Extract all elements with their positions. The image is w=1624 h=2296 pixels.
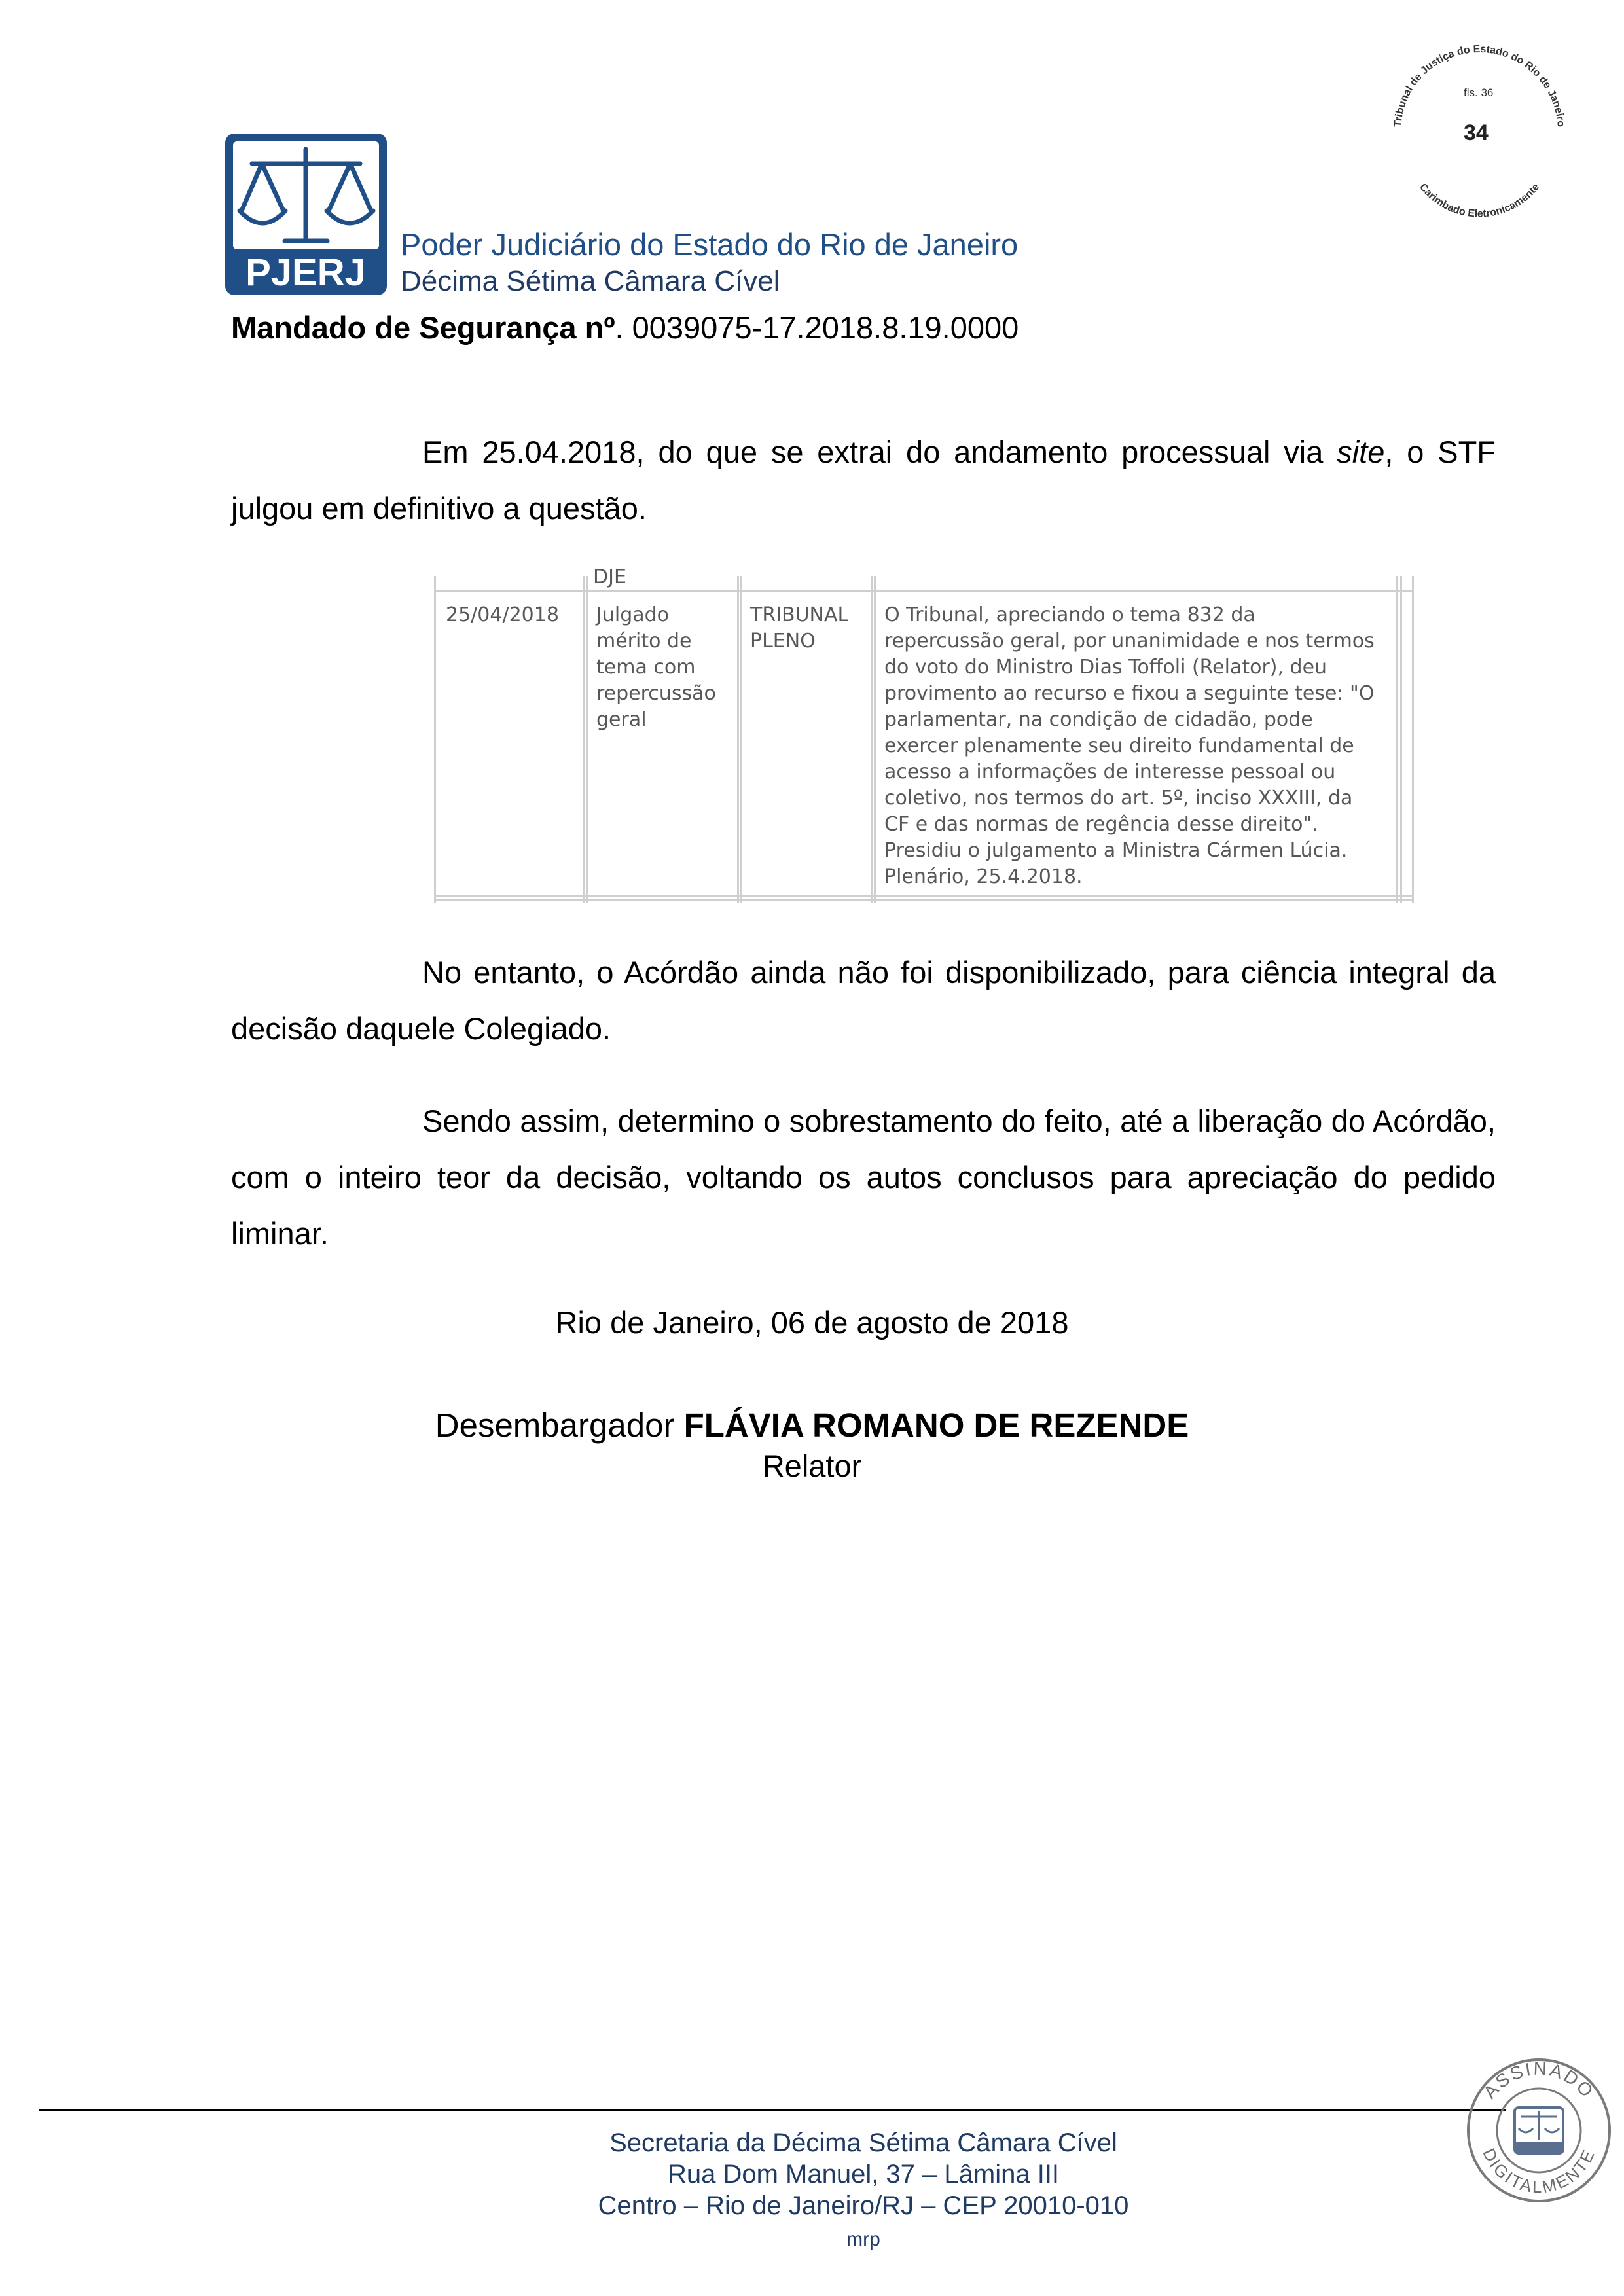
signer-title: Desembargador	[435, 1407, 684, 1444]
p1-italic: site	[1337, 435, 1385, 469]
description-line: do voto do Ministro Dias Toffoli (Relator), deu	[884, 656, 1327, 679]
stamp-top-text: Tribunal de Justiça do Estado do Rio de Janeiro	[1392, 43, 1566, 128]
footer-initials: mrp	[846, 2229, 880, 2250]
description-line: Plenário, 25.4.2018.	[884, 865, 1083, 888]
paragraph-3: Sendo assim, determino o sobrestamento do feito, até a liberação do Acórdão, com o inteiro teor da decisão, voltando os autos conclusos para apreciação do pedido liminar.	[231, 1103, 1496, 1251]
event-line: repercussão	[596, 682, 716, 705]
seal-top-text: ASSINADO	[1479, 2058, 1598, 2103]
chamber-name: Décima Sétima Câmara Cível	[401, 265, 780, 297]
description-line: Presidiu o julgamento a Ministra Cármen Lúcia.	[884, 839, 1348, 862]
paragraph-2: No entanto, o Acórdão ainda não foi disponibilizado, para ciência integral da decisão daquele Colegiado.	[231, 955, 1496, 1046]
event-line: tema com	[596, 656, 696, 679]
case-number: . 0039075-17.2018.8.19.0000	[615, 310, 1019, 345]
table-organ	[750, 602, 848, 655]
description-line: O Tribunal, apreciando o tema 832 da	[884, 603, 1255, 626]
case-number-line	[231, 310, 1019, 346]
case-label: Mandado de Segurança nº	[231, 310, 615, 345]
paragraph-1	[231, 424, 1496, 537]
signer-line	[0, 1406, 1624, 1444]
logo-text: PJERJ	[245, 251, 366, 294]
description-line: repercussão geral, por unanimidade e nos termos	[884, 630, 1375, 653]
stamp-page-number: 34	[1464, 120, 1489, 145]
organ-line: TRIBUNAL	[750, 603, 849, 626]
event-line: mérito de	[596, 630, 692, 653]
footer-line-1: Secretaria da Décima Sétima Câmara Cível	[609, 2128, 1117, 2157]
seal-bottom-text: DIGITALMENTE	[1479, 2145, 1599, 2197]
table-date: 25/04/2018	[446, 603, 559, 626]
svg-text:Tribunal de Justiça do Estado	[1392, 44, 1566, 128]
table-event	[596, 602, 716, 733]
date-line: Rio de Janeiro, 06 de agosto de 2018	[555, 1305, 1069, 1340]
event-line: geral	[596, 708, 647, 731]
description-line: exercer plenamente seu direito fundamental de	[884, 734, 1354, 757]
organ-line: PLENO	[750, 630, 816, 653]
stamp-bottom-text: Carimbado Eletronicamente	[1416, 181, 1542, 220]
stamp-fls: fls. 36	[1464, 86, 1494, 99]
table-description	[884, 602, 1375, 890]
description-line: CF e das normas de regência desse direito".	[884, 813, 1318, 836]
description-line: acesso a informações de interesse pessoal ou	[884, 761, 1336, 783]
footer-divider	[39, 2109, 1506, 2111]
svg-text:ASSINADO	[1479, 2058, 1598, 2102]
pjerj-logo	[223, 131, 389, 298]
event-line: Julgado	[596, 603, 670, 626]
svg-text:Carimbado Eletronicamente	[1417, 181, 1542, 219]
p1-text-a: Em 25.04.2018, do que se extrai do andamento processual via	[422, 435, 1337, 469]
signer-role: Relator	[762, 1448, 862, 1483]
stf-progress-table	[434, 565, 1416, 903]
description-line: provimento ao recurso e fixou a seguinte tese: "O	[884, 682, 1375, 705]
description-line: parlamentar, na condição de cidadão, pode	[884, 708, 1313, 731]
footer-line-2: Rua Dom Manuel, 37 – Lâmina III	[667, 2160, 1060, 2189]
signer-name: FLÁVIA ROMANO DE REZENDE	[683, 1407, 1189, 1444]
table-header-partial: DJE	[593, 565, 626, 588]
digital-signature-seal	[1464, 2055, 1614, 2206]
p1-text-b: , o STF julgou em definitivo a questão.	[231, 435, 1496, 526]
court-name: Poder Judiciário do Estado do Rio de Janeiro	[401, 227, 1019, 262]
description-line: coletivo, nos termos do art. 5º, inciso XXXIII, da	[884, 787, 1353, 810]
footer-line-3: Centro – Rio de Janeiro/RJ – CEP 20010-010	[598, 2191, 1129, 2220]
